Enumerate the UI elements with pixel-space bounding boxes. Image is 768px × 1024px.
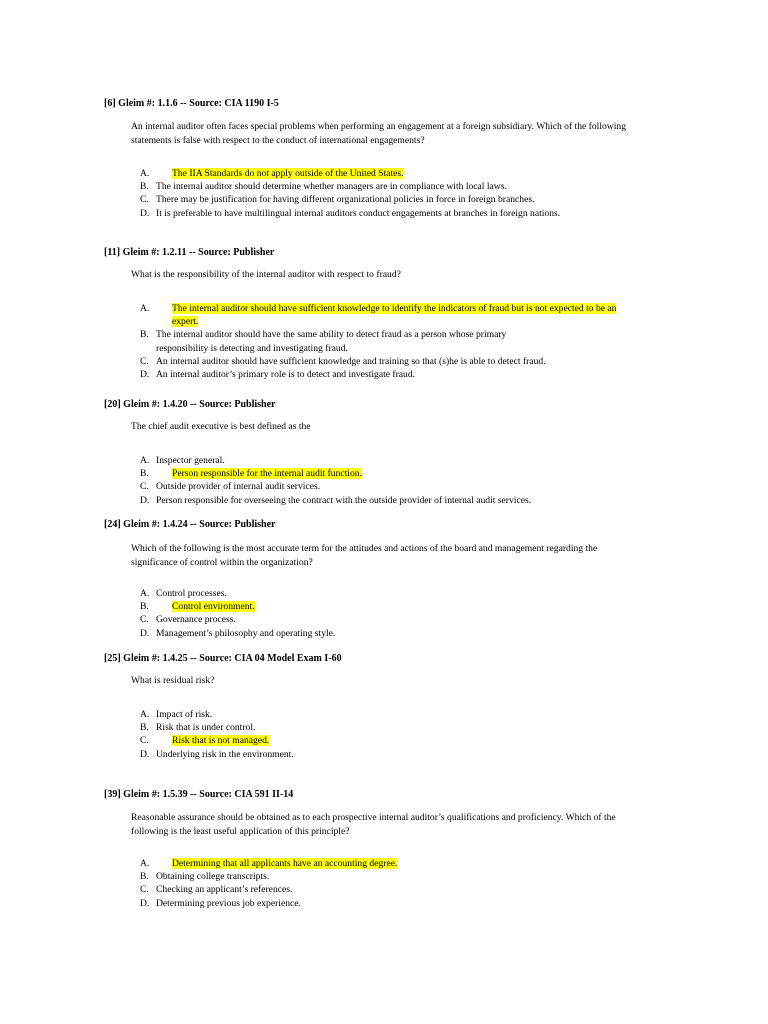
option-item	[140, 883, 640, 896]
option-item	[140, 494, 640, 507]
option-text-highlighted: The internal auditor should have sufficient knowledge to identify the indicators of fraud but is not expected to be an expert.	[172, 303, 617, 328]
option-letter: A.	[140, 588, 150, 599]
option-letter: B.	[140, 329, 149, 341]
option-text-highlighted: The IIA Standards do not apply outside of the United States.	[172, 168, 404, 179]
option-text: There may be justification for having different organizational policies in force in foreign branches.	[156, 194, 535, 206]
options-list	[140, 587, 640, 640]
option-letter: B.	[140, 601, 149, 613]
option-item	[140, 355, 628, 368]
option-text: The internal auditor should determine whether managers are in compliance with local laws.	[156, 181, 507, 193]
option-text-highlighted: Person responsible for the internal audit function.	[172, 468, 362, 480]
option-letter: C.	[140, 614, 149, 626]
option-item	[140, 897, 640, 910]
option-item	[140, 480, 640, 493]
option-text: Control processes.	[156, 588, 227, 599]
option-text: Checking an applicant’s references.	[156, 884, 293, 896]
option-item	[140, 870, 640, 883]
option-letter: C.	[140, 355, 149, 367]
option-letter: D.	[140, 627, 150, 639]
options-list	[140, 857, 640, 910]
option-text: An internal auditor’s primary role is to detect and investigate fraud.	[156, 369, 416, 381]
options-list	[140, 302, 628, 381]
option-text: Governance process.	[156, 614, 236, 626]
option-item	[140, 748, 640, 761]
question-header: [11] Gleim #: 1.2.11 -- Source: Publisher	[104, 247, 275, 258]
option-letter: B.	[140, 722, 149, 734]
option-item	[140, 627, 640, 640]
option-letter: A.	[140, 303, 150, 314]
option-letter: C.	[140, 735, 149, 747]
option-text-highlighted: Control environment.	[172, 601, 255, 613]
option-item	[140, 167, 640, 180]
option-text: It is preferable to have multilingual internal auditors conduct engagements at branches in foreign nations.	[156, 207, 561, 219]
option-text-highlighted: Risk that is not managed.	[172, 735, 270, 747]
option-text: Determining previous job experience.	[156, 897, 301, 909]
question-stem: What is the responsibility of the internal auditor with respect to fraud?	[131, 269, 401, 280]
question-stem: The chief audit executive is best defined as the	[131, 421, 311, 432]
option-item	[140, 857, 640, 870]
option-text-highlighted: Determining that all applicants have an accounting degree.	[172, 858, 398, 869]
option-text: Person responsible for overseeing the contract with the outside provider of internal audit services.	[156, 494, 532, 506]
option-item	[140, 302, 628, 328]
option-letter: D.	[140, 494, 150, 506]
option-letter: B.	[140, 181, 149, 193]
question-header: [6] Gleim #: 1.1.6 -- Source: CIA 1190 I-5	[104, 98, 279, 109]
question-stem: An internal auditor often faces special problems when performing an engagement at a foreign subsidiary. Which of the following statements is false with respect to the conduct of international engagements?	[131, 121, 626, 146]
option-item	[140, 328, 560, 354]
question-header: [25] Gleim #: 1.4.25 -- Source: CIA 04 Model Exam I-60	[104, 653, 342, 664]
option-letter: D.	[140, 748, 150, 760]
option-text: Underlying risk in the environment.	[156, 748, 294, 760]
option-text: Inspector general.	[156, 455, 225, 466]
option-letter: D.	[140, 369, 150, 381]
question-stem: Reasonable assurance should be obtained as to each prospective internal auditor’s qualifications and proficiency. Which of the following is the least useful application of this principle?	[131, 812, 616, 837]
option-text: The internal auditor should have the same ability to detect fraud as a person whose primary responsibility is detecting and investigating fraud.	[156, 329, 507, 354]
option-letter: A.	[140, 455, 150, 466]
option-item	[140, 587, 640, 600]
question-stem: Which of the following is the most accurate term for the attitudes and actions of the board and management regarding the significance of control within the organization?	[131, 543, 598, 568]
option-text: Impact of risk.	[156, 709, 213, 720]
option-letter: B.	[140, 468, 149, 480]
option-letter: C.	[140, 194, 149, 206]
option-item	[140, 180, 640, 193]
option-item	[140, 613, 640, 626]
option-letter: B.	[140, 871, 149, 883]
option-letter: A.	[140, 858, 150, 869]
question-header: [20] Gleim #: 1.4.20 -- Source: Publisher	[104, 399, 276, 410]
option-letter: D.	[140, 207, 150, 219]
option-item	[140, 193, 640, 206]
option-text: Risk that is under control.	[156, 722, 256, 734]
option-letter: A.	[140, 168, 150, 179]
option-letter: C.	[140, 481, 149, 493]
option-item	[140, 734, 640, 747]
option-item	[140, 207, 640, 220]
question-header: [24] Gleim #: 1.4.24 -- Source: Publisher	[104, 519, 276, 530]
question-header: [39] Gleim #: 1.5.39 -- Source: CIA 591 II-14	[104, 789, 294, 800]
option-item	[140, 368, 628, 381]
option-text: Obtaining college transcripts.	[156, 871, 270, 883]
options-list	[140, 708, 640, 761]
option-text: Management’s philosophy and operating style.	[156, 627, 336, 639]
option-item	[140, 721, 640, 734]
options-list	[140, 454, 640, 507]
option-text: An internal auditor should have sufficient knowledge and training so that (s)he is able to detect fraud.	[156, 355, 546, 367]
option-text: Outside provider of internal audit services.	[156, 481, 321, 493]
option-letter: C.	[140, 884, 149, 896]
options-list	[140, 167, 640, 220]
option-item	[140, 708, 640, 721]
option-item	[140, 467, 640, 480]
question-stem: What is residual risk?	[131, 675, 215, 686]
option-item	[140, 454, 640, 467]
option-item	[140, 600, 640, 613]
option-letter: A.	[140, 709, 150, 720]
option-letter: D.	[140, 897, 150, 909]
